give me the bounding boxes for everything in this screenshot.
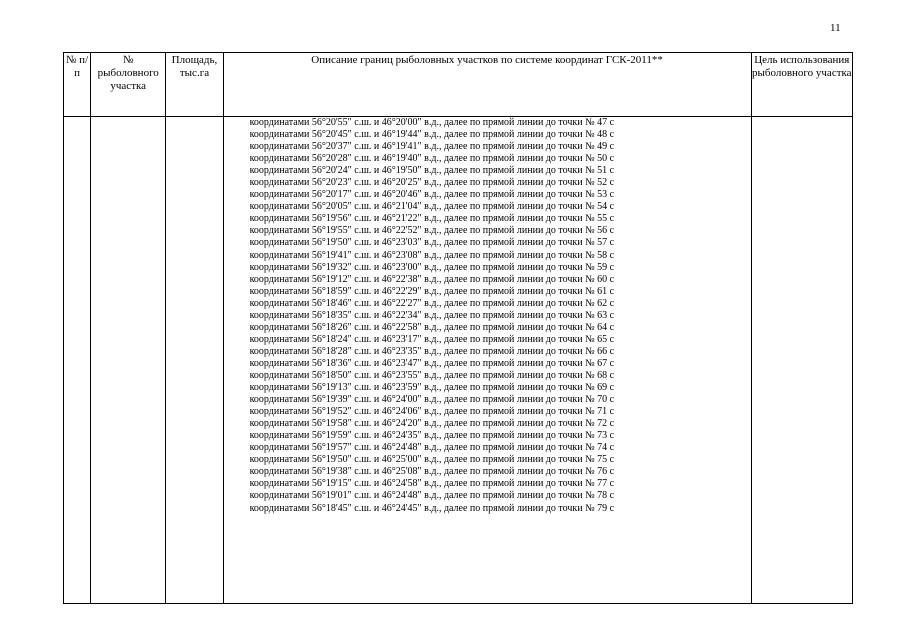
- cell-num: [64, 117, 91, 604]
- coordinate-line: координатами 56°19'57" с.ш. и 46°24'48" в.д., далее по прямой линии до точки № 74 с: [249, 442, 615, 454]
- coordinate-line: координатами 56°20'28" с.ш. и 46°19'40" в.д., далее по прямой линии до точки № 50 с: [249, 153, 615, 165]
- header-area: Площадь, тыс.га: [166, 53, 223, 117]
- coordinate-line: координатами 56°19'39" с.ш. и 46°24'00" в.д., далее по прямой линии до точки № 70 с: [249, 394, 615, 406]
- coordinate-line: координатами 56°20'23" с.ш. и 46°20'25" в.д., далее по прямой линии до точки № 52 с: [249, 177, 615, 189]
- header-purpose: Цель использования рыболовного участка: [751, 53, 852, 117]
- coordinate-line: координатами 56°19'01" с.ш. и 46°24'48" в.д., далее по прямой линии до точки № 78 с: [249, 490, 615, 502]
- coordinate-line: координатами 56°18'50" с.ш. и 46°23'55" в.д., далее по прямой линии до точки № 68 с: [249, 369, 615, 381]
- header-num: № п/п: [64, 53, 91, 117]
- table-row: [64, 117, 853, 604]
- coordinate-line: координатами 56°18'35" с.ш. и 46°22'34" в.д., далее по прямой линии до точки № 63 с: [249, 309, 615, 321]
- coordinate-line: координатами 56°19'59" с.ш. и 46°24'35" в.д., далее по прямой линии до точки № 73 с: [249, 430, 615, 442]
- coordinate-line: координатами 56°19'50" с.ш. и 46°25'00" в.д., далее по прямой линии до точки № 75 с: [249, 454, 615, 466]
- coordinate-line: координатами 56°20'45" с.ш. и 46°19'44" в.д., далее по прямой линии до точки № 48 с: [249, 129, 615, 141]
- cell-purpose: [751, 117, 852, 604]
- coordinate-line: координатами 56°18'59" с.ш. и 46°22'29" в.д., далее по прямой линии до точки № 61 с: [249, 285, 615, 297]
- cell-unit: [91, 117, 166, 604]
- coordinate-line: координатами 56°18'26" с.ш. и 46°22'58" в.д., далее по прямой линии до точки № 64 с: [249, 321, 615, 333]
- coordinate-line: координатами 56°20'24" с.ш. и 46°19'50" в.д., далее по прямой линии до точки № 51 с: [249, 165, 615, 177]
- coordinate-line: координатами 56°20'37" с.ш. и 46°19'41" в.д., далее по прямой линии до точки № 49 с: [249, 141, 615, 153]
- cell-description: [223, 117, 751, 604]
- coordinate-line: координатами 56°19'56" с.ш. и 46°21'22" в.д., далее по прямой линии до точки № 55 с: [249, 213, 615, 225]
- coordinate-line: координатами 56°19'58" с.ш. и 46°24'20" в.д., далее по прямой линии до точки № 72 с: [249, 418, 615, 430]
- coordinate-line: координатами 56°20'55" с.ш. и 46°20'00" в.д., далее по прямой линии до точки № 47 с: [249, 117, 615, 128]
- coordinate-line: координатами 56°19'13" с.ш. и 46°23'59" в.д., далее по прямой линии до точки № 69 с: [249, 382, 615, 394]
- coordinate-line: координатами 56°19'55" с.ш. и 46°22'52" в.д., далее по прямой линии до точки № 56 с: [249, 225, 615, 237]
- coordinate-line: координатами 56°19'32" с.ш. и 46°23'00" в.д., далее по прямой линии до точки № 59 с: [249, 261, 615, 273]
- coordinate-line: координатами 56°20'17" с.ш. и 46°20'46" в.д., далее по прямой линии до точки № 53 с: [249, 189, 615, 201]
- header-unit: № рыболовного участка: [91, 53, 166, 117]
- table-header-row: [64, 53, 853, 117]
- coordinate-line: координатами 56°19'12" с.ш. и 46°22'38" в.д., далее по прямой линии до точки № 60 с: [249, 273, 615, 285]
- coordinate-line: координатами 56°18'28" с.ш. и 46°23'35" в.д., далее по прямой линии до точки № 66 с: [249, 345, 615, 357]
- cell-area: [166, 117, 223, 604]
- coordinate-line: координатами 56°19'38" с.ш. и 46°25'08" в.д., далее по прямой линии до точки № 76 с: [249, 466, 615, 478]
- coordinate-line: координатами 56°19'41" с.ш. и 46°23'08" в.д., далее по прямой линии до точки № 58 с: [249, 249, 615, 261]
- coordinate-line: координатами 56°18'45" с.ш. и 46°24'45" в.д., далее по прямой линии до точки № 79 с: [249, 502, 615, 514]
- coordinate-line: координатами 56°19'50" с.ш. и 46°23'03" в.д., далее по прямой линии до точки № 57 с: [249, 237, 615, 249]
- boundaries-table: [63, 52, 853, 604]
- coordinate-line: координатами 56°19'15" с.ш. и 46°24'58" в.д., далее по прямой линии до точки № 77 с: [249, 478, 615, 490]
- header-description: Описание границ рыболовных участков по системе координат ГСК-2011**: [223, 53, 751, 117]
- page-number: 11: [830, 22, 841, 34]
- coordinate-line: координатами 56°19'52" с.ш. и 46°24'06" в.д., далее по прямой линии до точки № 71 с: [249, 406, 615, 418]
- coordinate-line: координатами 56°18'46" с.ш. и 46°22'27" в.д., далее по прямой линии до точки № 62 с: [249, 297, 615, 309]
- coordinate-line: координатами 56°18'36" с.ш. и 46°23'47" в.д., далее по прямой линии до точки № 67 с: [249, 357, 615, 369]
- coordinate-line: координатами 56°20'05" с.ш. и 46°21'04" в.д., далее по прямой линии до точки № 54 с: [249, 201, 615, 213]
- coordinate-line: координатами 56°18'24" с.ш. и 46°23'17" в.д., далее по прямой линии до точки № 65 с: [249, 333, 615, 345]
